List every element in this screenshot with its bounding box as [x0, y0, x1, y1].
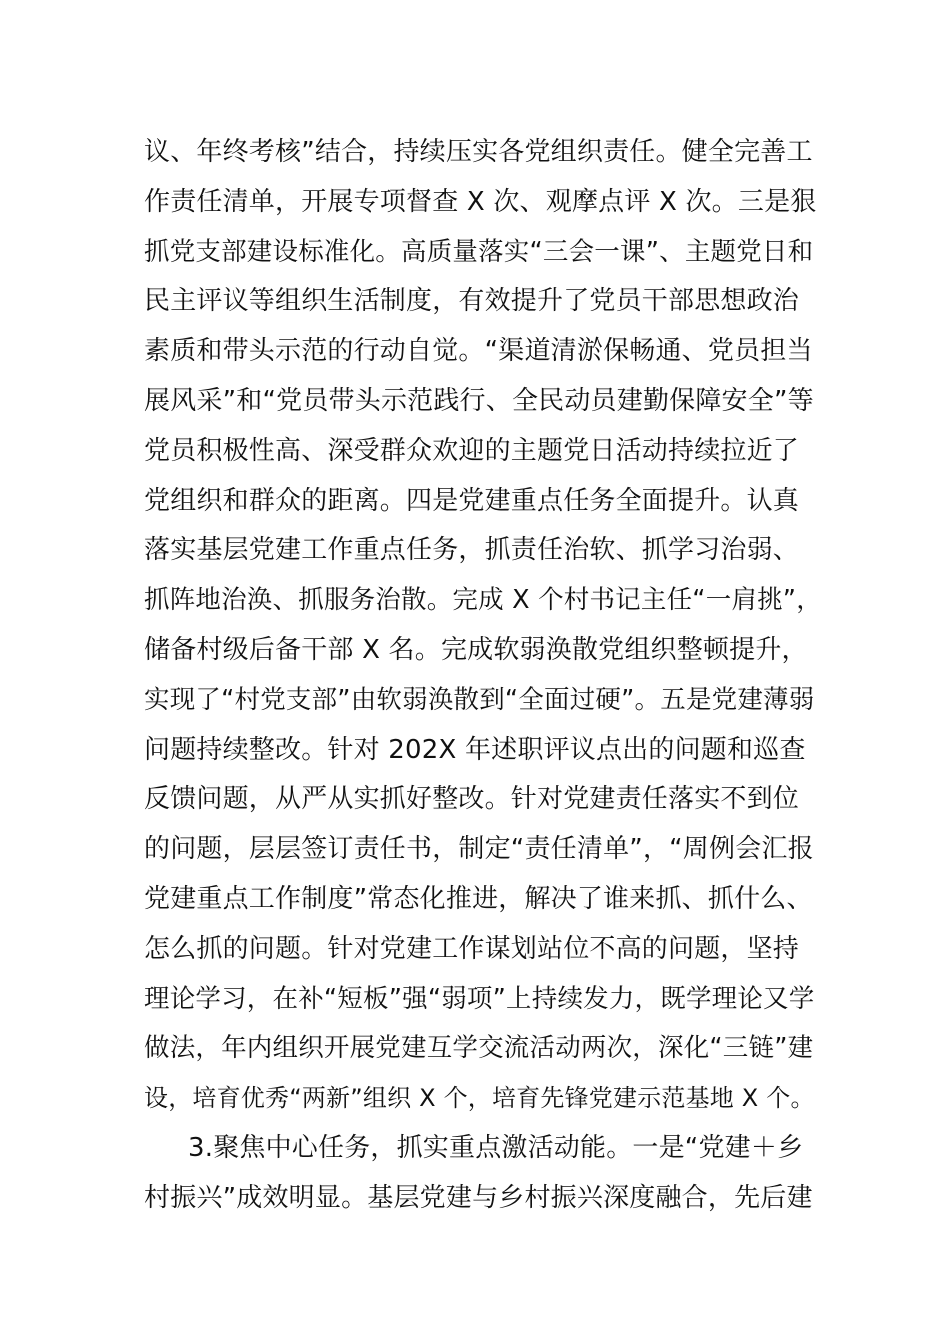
text-line: 设，培育优秀“两新”组织 X 个，培育先锋党建示范基地 X 个。 [144, 1084, 815, 1113]
text-line: 问题持续整改。针对 202X 年述职评议点出的问题和巡查 [144, 734, 806, 765]
text-line: 储备村级后备干部 X 名。完成软弱涣散党组织整顿提升， [144, 634, 808, 665]
text-line: 素质和带头示范的行动自觉。“渠道清淤保畅通、党员担当 [144, 336, 813, 367]
text-line: 议、年终考核”结合，持续压实各党组织责任。健全完善工 [144, 137, 813, 167]
text-line: 做法，年内组织开展党建互学交流活动两次，深化“三链”建 [144, 1033, 814, 1064]
text-line: 反馈问题，从严从实抓好整改。针对党建责任落实不到位 [144, 784, 800, 815]
text-line: 理论学习，在补“短板”强“弱项”上持续发力，既学理论又学 [144, 983, 815, 1014]
body-text [144, 128, 824, 1224]
text-line: 党组织和群众的距离。四是党建重点任务全面提升。认真 [144, 485, 800, 516]
text-line: 展风采”和“党员带头示范践行、全民动员建勤保障安全”等 [144, 385, 814, 416]
text-line: 抓阵地治涣、抓服务治散。完成 X 个村书记主任“一肩挑”， [144, 585, 822, 616]
text-line: 村振兴”成效明显。基层党建与乡村振兴深度融合，先后建 [144, 1182, 813, 1213]
text-line: 作责任清单，开展专项督查 X 次、观摩点评 X 次。三是狠 [144, 186, 817, 217]
text-line: 的问题，层层签订责任书，制定“责任清单”，“周例会汇报 [144, 834, 814, 865]
text-line: 民主评议等组织生活制度，有效提升了党员干部思想政治 [144, 286, 800, 317]
text-line: 党建重点工作制度”常态化推进，解决了谁来抓、抓什么、 [144, 883, 813, 914]
text-line: 党员积极性高、深受群众欢迎的主题党日活动持续拉近了 [144, 435, 800, 466]
text-line: 怎么抓的问题。针对党建工作谋划站位不高的问题，坚持 [144, 933, 800, 964]
text-line: 实现了“村党支部”由软弱涣散到“全面过硬”。五是党建薄弱 [144, 684, 815, 715]
text-line: 抓党支部建设标准化。高质量落实“三会一课”、主题党日和 [144, 236, 814, 267]
section-heading-line: 3.聚焦中心任务，抓实重点激活动能。一是“党建＋乡 [188, 1132, 804, 1163]
text-line: 落实基层党建工作重点任务，抓责任治软、抓学习治弱、 [144, 535, 800, 566]
